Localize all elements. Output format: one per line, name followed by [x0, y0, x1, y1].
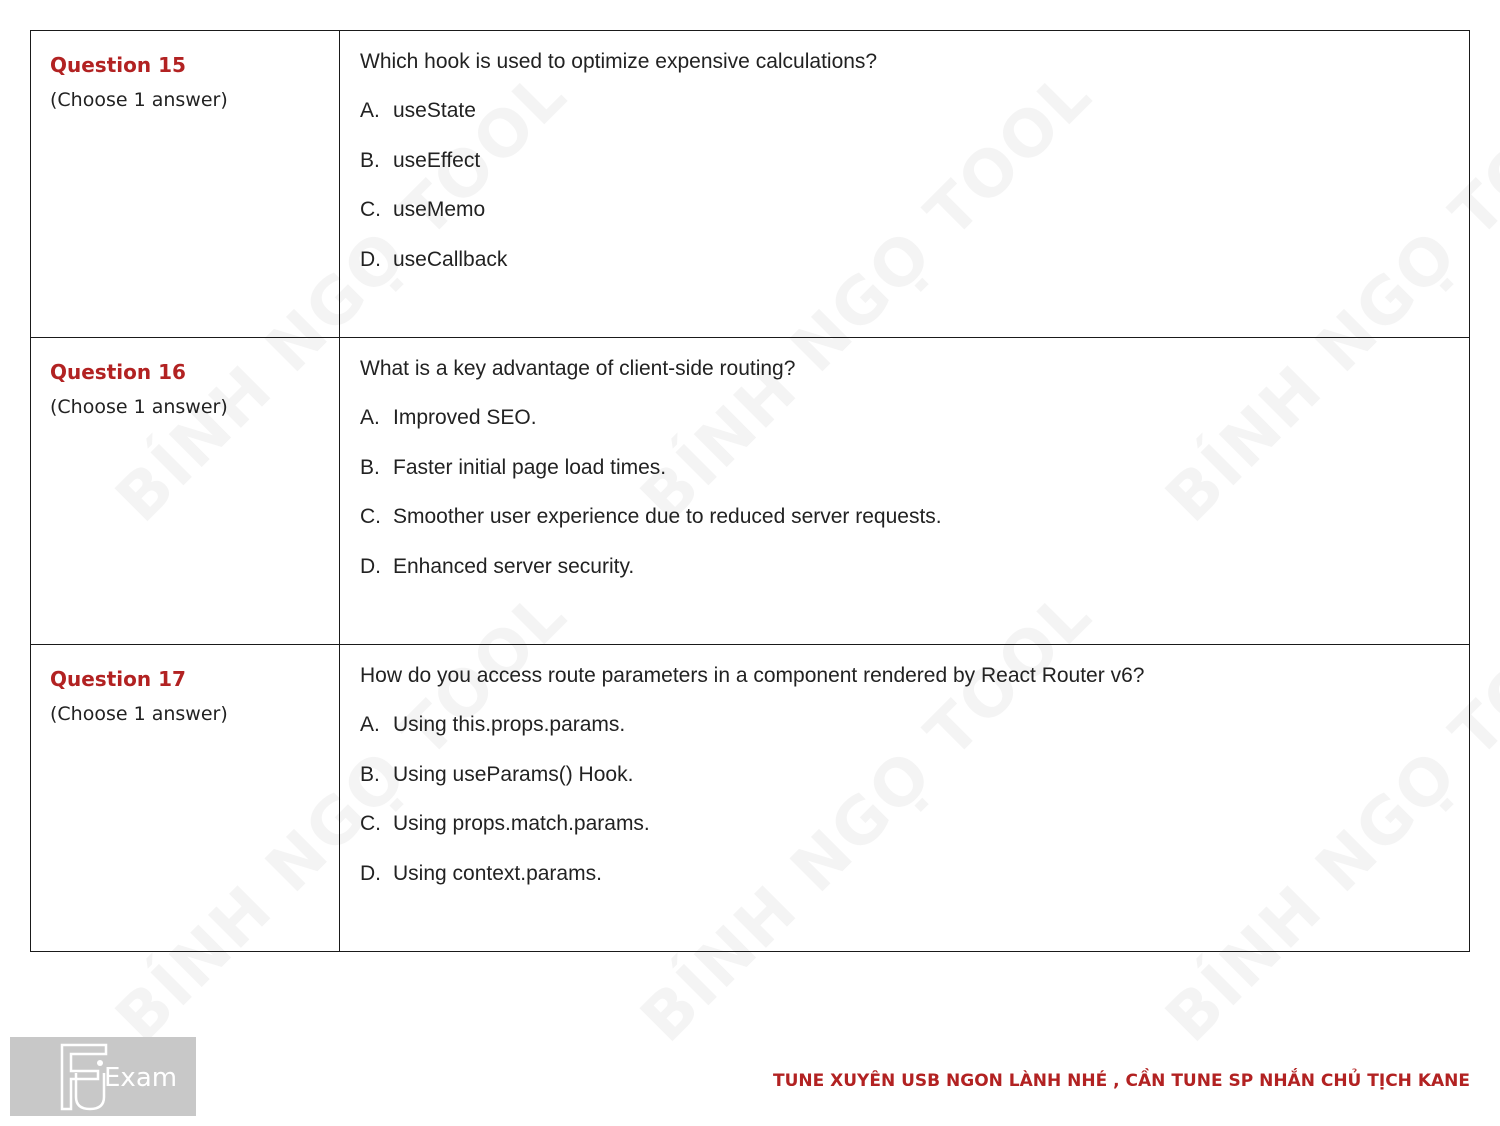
- option-letter: A.: [360, 713, 380, 736]
- question-hint: (Choose 1 answer): [50, 703, 228, 725]
- answer-option[interactable]: [360, 195, 1469, 225]
- option-letter: C.: [360, 505, 381, 528]
- option-letter: D.: [360, 554, 381, 578]
- answer-option[interactable]: [360, 809, 1469, 839]
- answer-option[interactable]: [360, 710, 1469, 740]
- option-letter: A.: [360, 406, 380, 429]
- footer-note: TUNE XUYÊN USB NGON LÀNH NHÉ , CẦN TUNE SP NHẮN CHỦ TỊCH KANE: [772, 1071, 1470, 1091]
- question-label-cell: [31, 31, 340, 338]
- answer-option[interactable]: [360, 96, 1469, 126]
- answer-option[interactable]: [360, 245, 1469, 275]
- option-text: useEffect: [393, 148, 481, 172]
- fu-exam-logo: [10, 1037, 196, 1116]
- option-letter: C.: [360, 812, 381, 835]
- option-letter: D.: [360, 247, 381, 271]
- answer-option[interactable]: [360, 453, 1469, 483]
- option-text: Improved SEO.: [393, 406, 537, 429]
- question-hint: (Choose 1 answer): [50, 396, 228, 418]
- option-text: useState: [393, 99, 476, 122]
- option-text: useCallback: [393, 247, 508, 271]
- question-text: What is a key advantage of client-side routing?: [360, 357, 796, 380]
- question-number: Question 15: [50, 53, 186, 77]
- option-text: Using props.match.params.: [393, 812, 650, 835]
- question-text: How do you access route parameters in a component rendered by React Router v6?: [360, 664, 1145, 687]
- question-body-cell: [340, 645, 1470, 952]
- option-letter: C.: [360, 198, 381, 221]
- question-hint: (Choose 1 answer): [50, 89, 228, 111]
- answer-option[interactable]: [360, 760, 1469, 790]
- option-letter: A.: [360, 99, 380, 122]
- option-text: Using this.props.params.: [393, 713, 626, 736]
- question-number: Question 16: [50, 360, 186, 384]
- answer-option[interactable]: [360, 403, 1469, 433]
- option-letter: B.: [360, 762, 380, 786]
- questions-table: [30, 30, 1470, 952]
- question-label-cell: [31, 645, 340, 952]
- question-number: Question 17: [50, 667, 186, 691]
- question-row: [31, 645, 1470, 952]
- question-text: Which hook is used to optimize expensive calculations?: [360, 50, 878, 73]
- option-letter: D.: [360, 861, 381, 885]
- question-body-cell: [340, 31, 1470, 338]
- answer-option[interactable]: [360, 502, 1469, 532]
- option-text: Smoother user experience due to reduced server requests.: [393, 505, 942, 528]
- question-row: [31, 338, 1470, 645]
- option-letter: B.: [360, 148, 380, 172]
- option-text: Using useParams() Hook.: [393, 762, 634, 786]
- answer-option[interactable]: [360, 552, 1469, 582]
- answer-option[interactable]: [360, 146, 1469, 176]
- logo-text: Exam: [104, 1063, 178, 1093]
- option-text: useMemo: [393, 198, 486, 221]
- question-row: [31, 31, 1470, 338]
- option-text: Using context.params.: [393, 861, 602, 885]
- option-text: Enhanced server security.: [393, 554, 635, 578]
- option-letter: B.: [360, 455, 380, 479]
- question-label-cell: [31, 338, 340, 645]
- answer-option[interactable]: [360, 859, 1469, 889]
- question-body-cell: [340, 338, 1470, 645]
- option-text: Faster initial page load times.: [393, 455, 667, 479]
